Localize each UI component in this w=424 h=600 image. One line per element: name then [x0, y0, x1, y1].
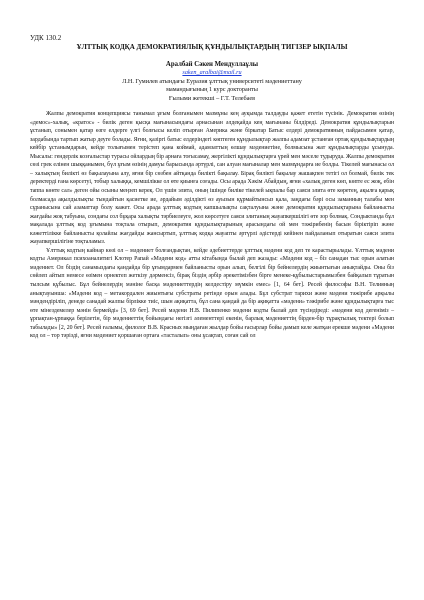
udk-code: УДК 130.2: [30, 34, 62, 42]
author-block: [30, 61, 394, 103]
author-email-link[interactable]: saken_aralbai@mail.ru: [182, 69, 242, 77]
body-paragraph: Ұлттық кодтың кайнар көзі ол – мәдениет болғандықтан, кейде әдебиеттерде ұлттық мәдени код деп те карастырылады. Ұлттық мәдени кодты Америкал психоаналитигі Клотер Рапай «Мәдени код» атты кітабында былай деп жазады: «Мәдени код – біз санадан тыс орын алатын мәдениет. Ол біздің санамыздағы қандайда бір ұғымдармен байланысты орын алып, белгілі бір бейнелердің жиынтығын анықтайды. Оны біз сөйлеп айтып немесе өзімен орнектеп жеткізу дәрменсіз, бірақ біздің әрбір әрекетімізбен бірге менеке-құбылыстарымызбен байқалып тұратын тылсым құбылыс. Бұл бейнелердің мәніне басқа мәдениеттердің келдестіру мүмкін емес» [1, 64 бет]. Ресей философы В.Н. Телияның анықтауынша: «Мәдени код – метакордален жиынтығы субстраты ретінде орын алады. Бұл субстрат тарихи және мәдени тәжірибе арқылы мәндендіріліп, денеде санадай жалпы бірлікке тиіс, шын ақиқатта, бұл сана қандай да бір ақиқатта «мәдени» тәжірибе және құндылықтарға тыс өте мінездемелер мәнін бермейді» [3, 69 бет]. Ресей мәдени Н.В. Пилипенко мәдени кодты былай деп түсіндіреді: «мәдени код дегеніміз – ұрпақтан-ұрпаққа берілетін, бір мәдениеттің бойындағы негізгі әлементтері екенін, барлық мәдениеттің бірден-бір тұрақтылық тектері болып табылады» [2, 20 бет]. Ресей ғалымы, филолог В.В. Красных мыңдаған жылдар бойы ғасырлар бойы дамып келе жатқан ерекше мәдени «Мәдени код ол – тор тәрізді, яғни мәдениет қоршаған ортаға «тасталып» оны ұсақтап, соған сай ол: [30, 247, 394, 340]
scientific-supervisor: Ғылыми жетекші – Г.Т. Телебаев: [168, 94, 256, 102]
author-affiliation: Л.Н. Гумилев атындағы Еуразия ұлттық университеті мәдениеттану: [122, 77, 302, 85]
author-name: Аралбай Сәкен Мендуллаұлы: [165, 61, 259, 68]
paper-title: ҰЛТТЫҚ КОДҚА ДЕМОКРАТИЯЛЫҚ ҚҰНДЫЛЫҚТАРДЫҢ ТИГІЗЕР ЫҚПАЛЫ: [76, 43, 348, 51]
author-position: мамандығының 1 курс докторанты: [166, 86, 258, 94]
body-paragraph: Жалпы демократия концепциясы танымал ұғым болғанымен мазмұны кең ауқымда талдауды қажет ететін түсінік. Демократия өзінің «демос»-халық, «кратос» - билік деген қысқа мағынасындағы арнасынан әлдеқайда кең мағынаны білдіреді. Демократия құндылықтарын ұстанып, сонымен қатар өзге елдерге үлгі болғысы келіп отырған Америка және біркатар Батыс елдері демократияның пайдасымен қатар, зардабында тартып жатыр деуге болады. Яғни, қазіргі батыс елдеріндегі көптеген құндылықтар жалпы адамзат ұстанған ортақ құндылықтардың кейбір ұстанымдарын, кейде толығымен терістеп қана коймай, адамзаттың өлшау мәдениетіне, болмысына жат құндылықтарды ұсынуда. Мысалы: гендерлік козғалыстар турасы ойлардың бір арнаға тоғысамау, жергілікті құндылықтарға үрей мен мәселе тудыруда. Жалпы демократия сөзі грек елінен шыққанымен, бүл ұғым өзінің дамуы барысында әртүрлі, сан алуан мағыналар мен мазмұндарға ие болды. Тікелей мағынасы ол – халықтың билікті өз бақылауына алу, яғни бір сөзбен айтқанда билікті бақылау. Бірақ билікті бақылау жашақпен тетігі ол болмай, билік тек деректерді ғана көрсетуі, тобыр халыққа, кемшілікке ол өте қиынға соғады. Осы арада Хәкім Абайдың, яғни «халық деген көп, көпте ес жоқ, ебін таппа көнте сал» деген ойы осыны меңзеп кереқ. Ол үшін элита, оның ішінде биліке тікелей ықпалы бар саяси элита өте көретең, ақылға қарық болмасада ақылдылықты тындайтын қасиетке ие, әрдайым әділдікті өз ауызын құрмайтынсыз қала, заңдағы бәрі осы заманның талабы мен сұранысына сай азаматтар болу кажет. Осы арада ұлттық кодтың капшылықты сақталуына және демократия құндылықтарына байланысты жағдайы жоқ табуына, сондағы сол бұқара халықты тәрбиелеуге, жол көрсетуге саяси элитаның жауапкершілігі өте зор болмақ. Сондыктанда бұл мақалада ұлттық код ұғымына тоқтала отырып, демократия құндылықтарының арасындағы ой мен тәжірибенің басын біріктіріп және кәжеттілікке байланысты қолайлы жағдайды жансыртып, ұлттық кодқа жауапты әртүрлі әдістерді кейінен пайдаланып отыратын саяси элита жауапкершілігіне тоқталамыз.: [30, 111, 394, 246]
